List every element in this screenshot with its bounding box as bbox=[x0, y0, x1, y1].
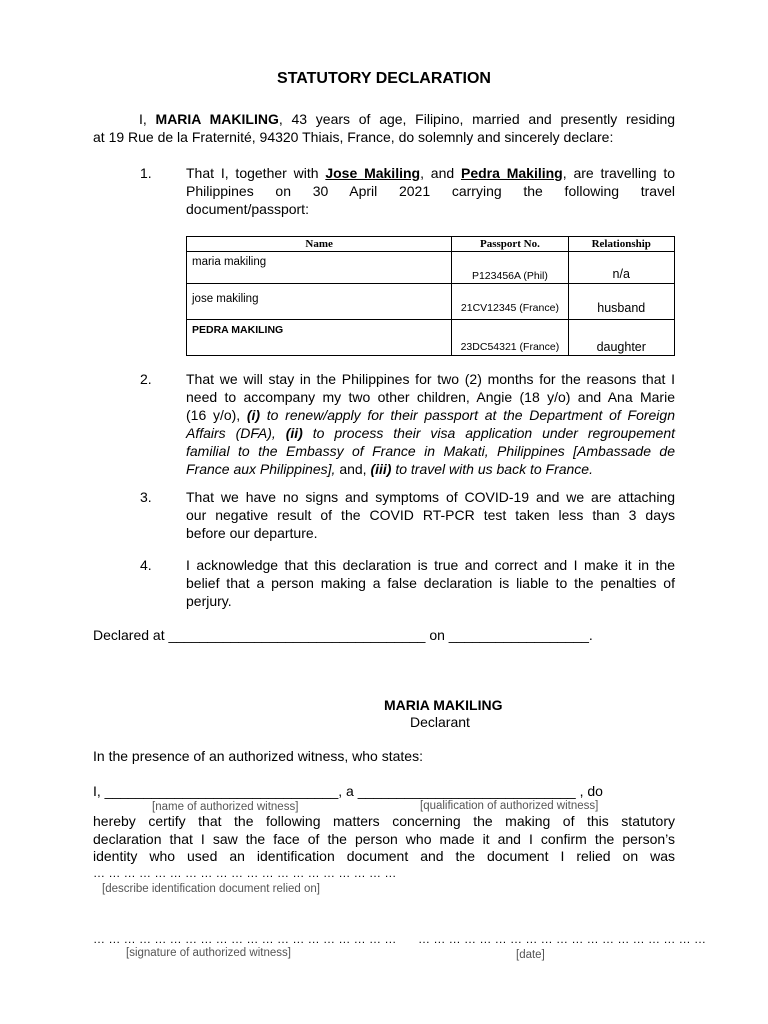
item-2-line-5: familial to the Embassy of France in Makati, Philippines [Ambassade de bbox=[186, 443, 675, 459]
item-2-line-2: need to accompany my two other children, Angie (18 y/o) and Ana Marie bbox=[186, 389, 675, 405]
header-passport: Passport No. bbox=[452, 237, 568, 252]
intro-line-2: at 19 Rue de la Fraternité, 94320 Thiais, France, do solemnly and sincerely declare: bbox=[93, 129, 614, 145]
row-relationship: daughter bbox=[596, 340, 646, 354]
item-3-line-2: our negative result of the COVID RT-PCR test taken less than 3 days bbox=[186, 507, 675, 523]
witness-body-line-2: declaration that I saw the face of the person who made it and I confirm the person’s bbox=[93, 831, 675, 847]
row-name: jose makiling bbox=[192, 293, 259, 305]
companion-2: Pedra Makiling bbox=[460, 165, 563, 181]
table-header-row bbox=[187, 237, 675, 252]
table-row bbox=[187, 284, 675, 320]
table-row bbox=[187, 320, 675, 356]
table-cell bbox=[568, 252, 675, 284]
item-1-line-3: document/passport: bbox=[186, 201, 309, 217]
row-relationship: n/a bbox=[612, 267, 630, 281]
table-row bbox=[187, 252, 675, 284]
witness-qualification-caption: [qualification of authorized witness] bbox=[420, 800, 599, 812]
item-1-line-1: That I, together with Jose Makiling, and Pedra Makiling, are travelling to bbox=[186, 165, 676, 181]
row-relationship: husband bbox=[597, 301, 646, 315]
witness-body-line-3: identity who used an identification document and the document I relied on was bbox=[93, 848, 675, 864]
row-passport: 23DC54321 (France) bbox=[460, 341, 560, 353]
header-relationship: Relationship bbox=[568, 237, 675, 252]
declarant-label: Declarant bbox=[410, 714, 470, 730]
item-4-text bbox=[186, 556, 675, 610]
declarant-name: MARIA MAKILING bbox=[155, 111, 279, 127]
date-caption: [date] bbox=[516, 949, 545, 961]
item-3-line-1: That we have no signs and symptoms of COVID-19 and we are attaching bbox=[186, 489, 675, 505]
id-document-caption: [describe identification document relied on] bbox=[102, 883, 320, 895]
table-cell bbox=[568, 320, 675, 356]
item-1-number: 1. bbox=[140, 165, 152, 181]
item-2-line-3: (16 y/o), (i) to renew/apply for their passport at the Department of Foreign bbox=[186, 407, 675, 423]
item-2-line-1: That we will stay in the Philippines for two (2) months for the reasons that I bbox=[186, 371, 675, 387]
id-document-dots: … … … … … … … … … … … … … … … … … … … … bbox=[93, 866, 397, 880]
intro-paragraph bbox=[93, 110, 675, 146]
date-dots: … … … … … … … … … … … … … … … … … … … bbox=[418, 932, 707, 946]
declared-at-line: Declared at _________________________________ on __________________. bbox=[93, 627, 593, 643]
table-cell bbox=[452, 252, 568, 284]
table-cell bbox=[452, 320, 568, 356]
row-name: maria makiling bbox=[192, 256, 267, 268]
declarant-signature-name: MARIA MAKILING bbox=[384, 697, 503, 713]
witness-body-line-1: hereby certify that the following matters concerning the making of this statutory bbox=[93, 813, 675, 829]
item-3-text bbox=[186, 488, 675, 542]
witness-presence-text: In the presence of an authorized witness, who states: bbox=[93, 748, 423, 764]
row-name: PEDRA MAKILING bbox=[192, 324, 284, 336]
item-4-line-3: perjury. bbox=[186, 593, 232, 609]
item-4-line-1: I acknowledge that this declaration is true and correct and I make it in the bbox=[186, 557, 675, 573]
item-4-number: 4. bbox=[140, 557, 152, 573]
witness-i-line: I, ______________________________, a ____________________________ , do bbox=[93, 783, 603, 799]
item-2-line-4: Affairs (DFA), (ii) to process their visa application under regroupement bbox=[186, 425, 675, 441]
intro-line-1: I, MARIA MAKILING, 43 years of age, Filipino, married and presently residing bbox=[139, 111, 676, 127]
item-2-text bbox=[186, 370, 675, 478]
witness-name-caption: [name of authorized witness] bbox=[152, 801, 299, 813]
item-4-line-2: belief that a person making a false declaration is liable to the penalties of bbox=[186, 575, 675, 591]
header-name: Name bbox=[187, 237, 452, 252]
item-1-line-2: Philippines on 30 April 2021 carrying the following travel bbox=[186, 183, 675, 199]
row-passport: P123456A (Phil) bbox=[471, 270, 548, 282]
passport-table bbox=[186, 236, 675, 356]
item-3-number: 3. bbox=[140, 489, 152, 505]
table-cell bbox=[187, 320, 452, 356]
item-2-line-6: France aux Philippines], and, (iii) to travel with us back to France. bbox=[186, 461, 593, 477]
signature-caption: [signature of authorized witness] bbox=[126, 947, 291, 959]
table-cell bbox=[568, 284, 675, 320]
item-1-text bbox=[186, 164, 675, 218]
document-title: STATUTORY DECLARATION bbox=[277, 70, 491, 87]
item-2-number: 2. bbox=[140, 371, 152, 387]
signature-dots: … … … … … … … … … … … … … … … … … … … … bbox=[93, 932, 397, 946]
table-cell bbox=[187, 284, 452, 320]
item-3-line-3: before our departure. bbox=[186, 525, 318, 541]
companion-1: Jose Makiling bbox=[325, 165, 421, 181]
table-cell bbox=[452, 284, 568, 320]
table-cell bbox=[187, 252, 452, 284]
row-passport: 21CV12345 (France) bbox=[460, 302, 559, 314]
